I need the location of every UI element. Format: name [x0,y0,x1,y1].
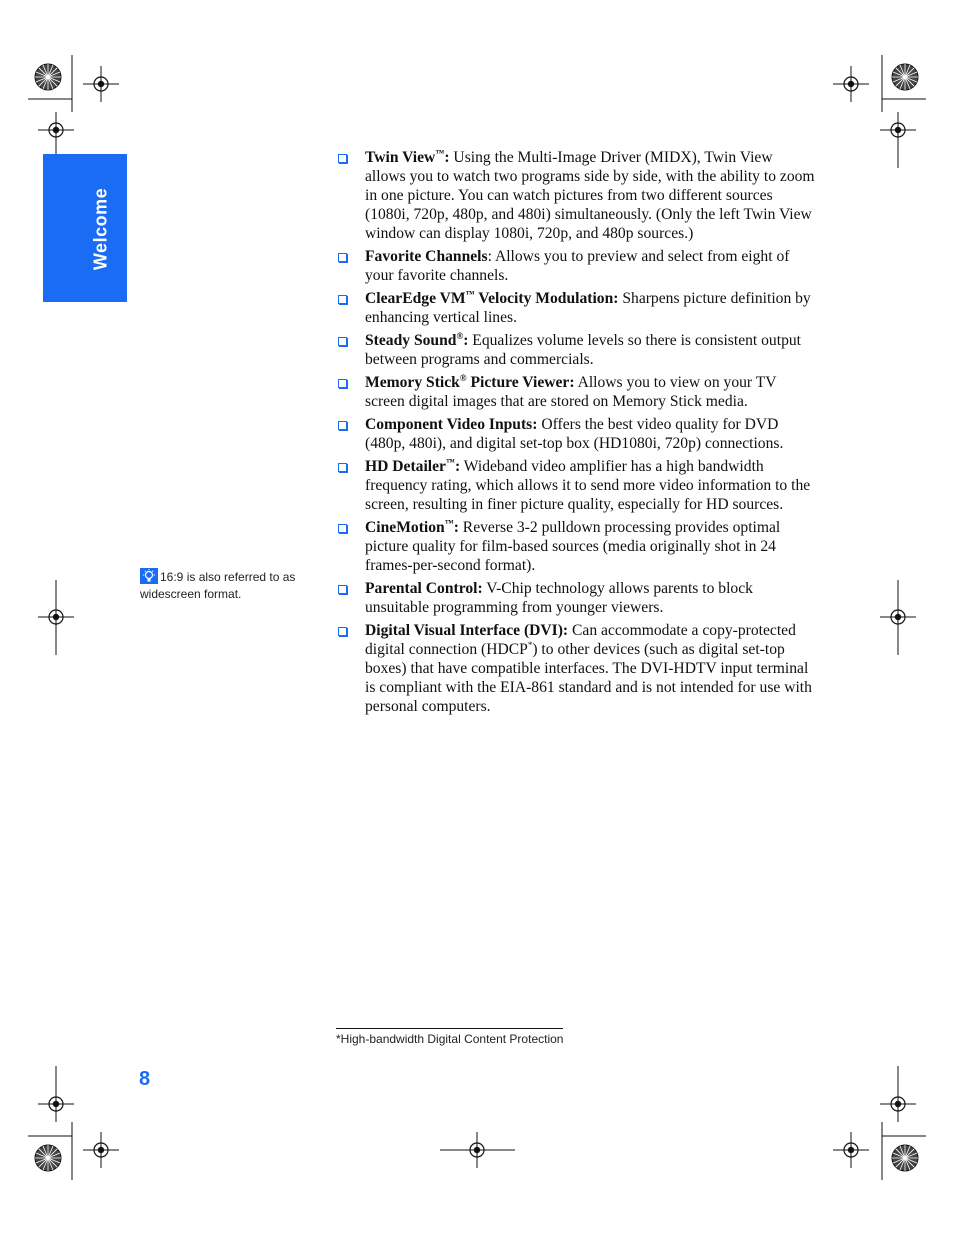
checkbox-bullet-icon [338,463,347,472]
feature-term [365,580,483,597]
feature-item [336,457,816,514]
feature-item [336,331,816,369]
feature-item [336,148,816,243]
feature-description: Reverse 3-2 pulldown processing provides optimal picture quality for film-based sources (media originally shot in 24 frames-per-second format). [365,519,781,574]
feature-item [336,247,816,285]
checkbox-bullet-icon [338,585,347,594]
feature-description: Sharpens picture definition by enhancing vertical lines. [365,290,811,326]
feature-term [365,519,459,536]
feature-description: : Allows you to preview and select from eight of your favorite channels. [365,248,790,284]
trademark-mark: ™ [444,517,454,528]
feature-term-text: Component Video Inputs: [365,416,538,433]
feature-term-text: Parental Control: [365,580,483,597]
trademark-mark: ® [459,372,467,383]
footnote: *High-bandwidth Digital Content Protection [336,1032,564,1046]
feature-item [336,415,816,453]
feature-term-text: Steady Sound [365,332,457,349]
feature-term [365,622,568,639]
feature-term-text: Digital Visual Interface (DVI): [365,622,569,639]
checkbox-bullet-icon [338,154,347,163]
checkbox-bullet-icon [338,627,347,636]
trademark-mark: ™ [435,147,445,158]
checkbox-bullet-icon [338,379,347,388]
feature-term-text: Memory Stick [365,374,460,391]
feature-description: Allows you to view on your TV screen digital images that are stored on Memory Stick media. [365,374,777,410]
feature-term-colon: : [463,332,469,349]
trademark-mark: ™ [445,456,455,467]
feature-item [336,518,816,575]
feature-term [365,149,450,166]
feature-description: Can accommodate a copy-protected digital connection (HDCP [365,622,796,658]
footnote-rule [336,1028,563,1029]
feature-term-text: CineMotion [365,519,445,536]
feature-term-colon: : [453,519,459,536]
feature-term-text: ClearEdge VM [365,290,466,307]
margin-tip [140,568,310,603]
tip-text: 16:9 is also referred to as widescreen format. [140,570,296,601]
feature-term-text: HD Detailer [365,458,446,475]
feature-term-colon: : [444,149,450,166]
feature-term [365,374,575,391]
section-tab-label: Welcome [90,187,111,271]
lightbulb-icon [140,568,158,584]
feature-term [365,248,488,265]
feature-description: V-Chip technology allows parents to block unsuitable programming from younger viewers. [365,580,753,616]
feature-term [365,416,537,433]
feature-description: ) to other devices (such as digital set-top boxes) that have compatible interfaces. The DVI-HDTV input terminal is compliant with the EIA-861 standard and is not intended for use with personal computers. [365,641,812,715]
trademark-mark: ™ [465,288,475,299]
feature-term-colon: : [454,458,461,475]
checkbox-bullet-icon [338,295,347,304]
feature-description: Equalizes volume levels so there is consistent output between programs and commercials. [365,332,801,368]
page-number: 8 [139,1068,151,1090]
feature-item [336,289,816,327]
checkbox-bullet-icon [338,421,347,430]
feature-description: Wideband video amplifier has a high bandwidth frequency rating, which allows it to send more video information to the screen, resulting in finer picture quality, especially for HD sources. [365,458,811,513]
feature-term-text: Twin View [365,149,436,166]
section-tab [43,154,127,302]
feature-item [336,621,816,716]
footnote-marker: * [527,639,533,650]
trademark-mark: ® [456,330,464,341]
feature-term-text: Picture Viewer: [466,374,575,391]
checkbox-bullet-icon [338,524,347,533]
feature-description: Using the Multi-Image Driver (MIDX), Twin View allows you to watch two programs side by side, with the ability to zoom in one picture. You can watch pictures from two different sources (1080i, 720p, 480p, and 480i) simultaneously. (Only the left Twin View window can display 1080i, 720p, and 480p sources.) [365,149,815,242]
feature-term-text: Velocity Modulation: [474,290,619,307]
feature-term [365,332,468,349]
feature-description: Offers the best video quality for DVD (480p, 480i), and digital set-top box (HD1080i, 720p) connections. [365,416,784,452]
feature-item [336,373,816,411]
checkbox-bullet-icon [338,337,347,346]
feature-term [365,458,460,475]
feature-list [336,148,816,720]
feature-item [336,579,816,617]
feature-term-text: Favorite Channels [365,248,488,265]
checkbox-bullet-icon [338,253,347,262]
feature-term [365,290,618,307]
